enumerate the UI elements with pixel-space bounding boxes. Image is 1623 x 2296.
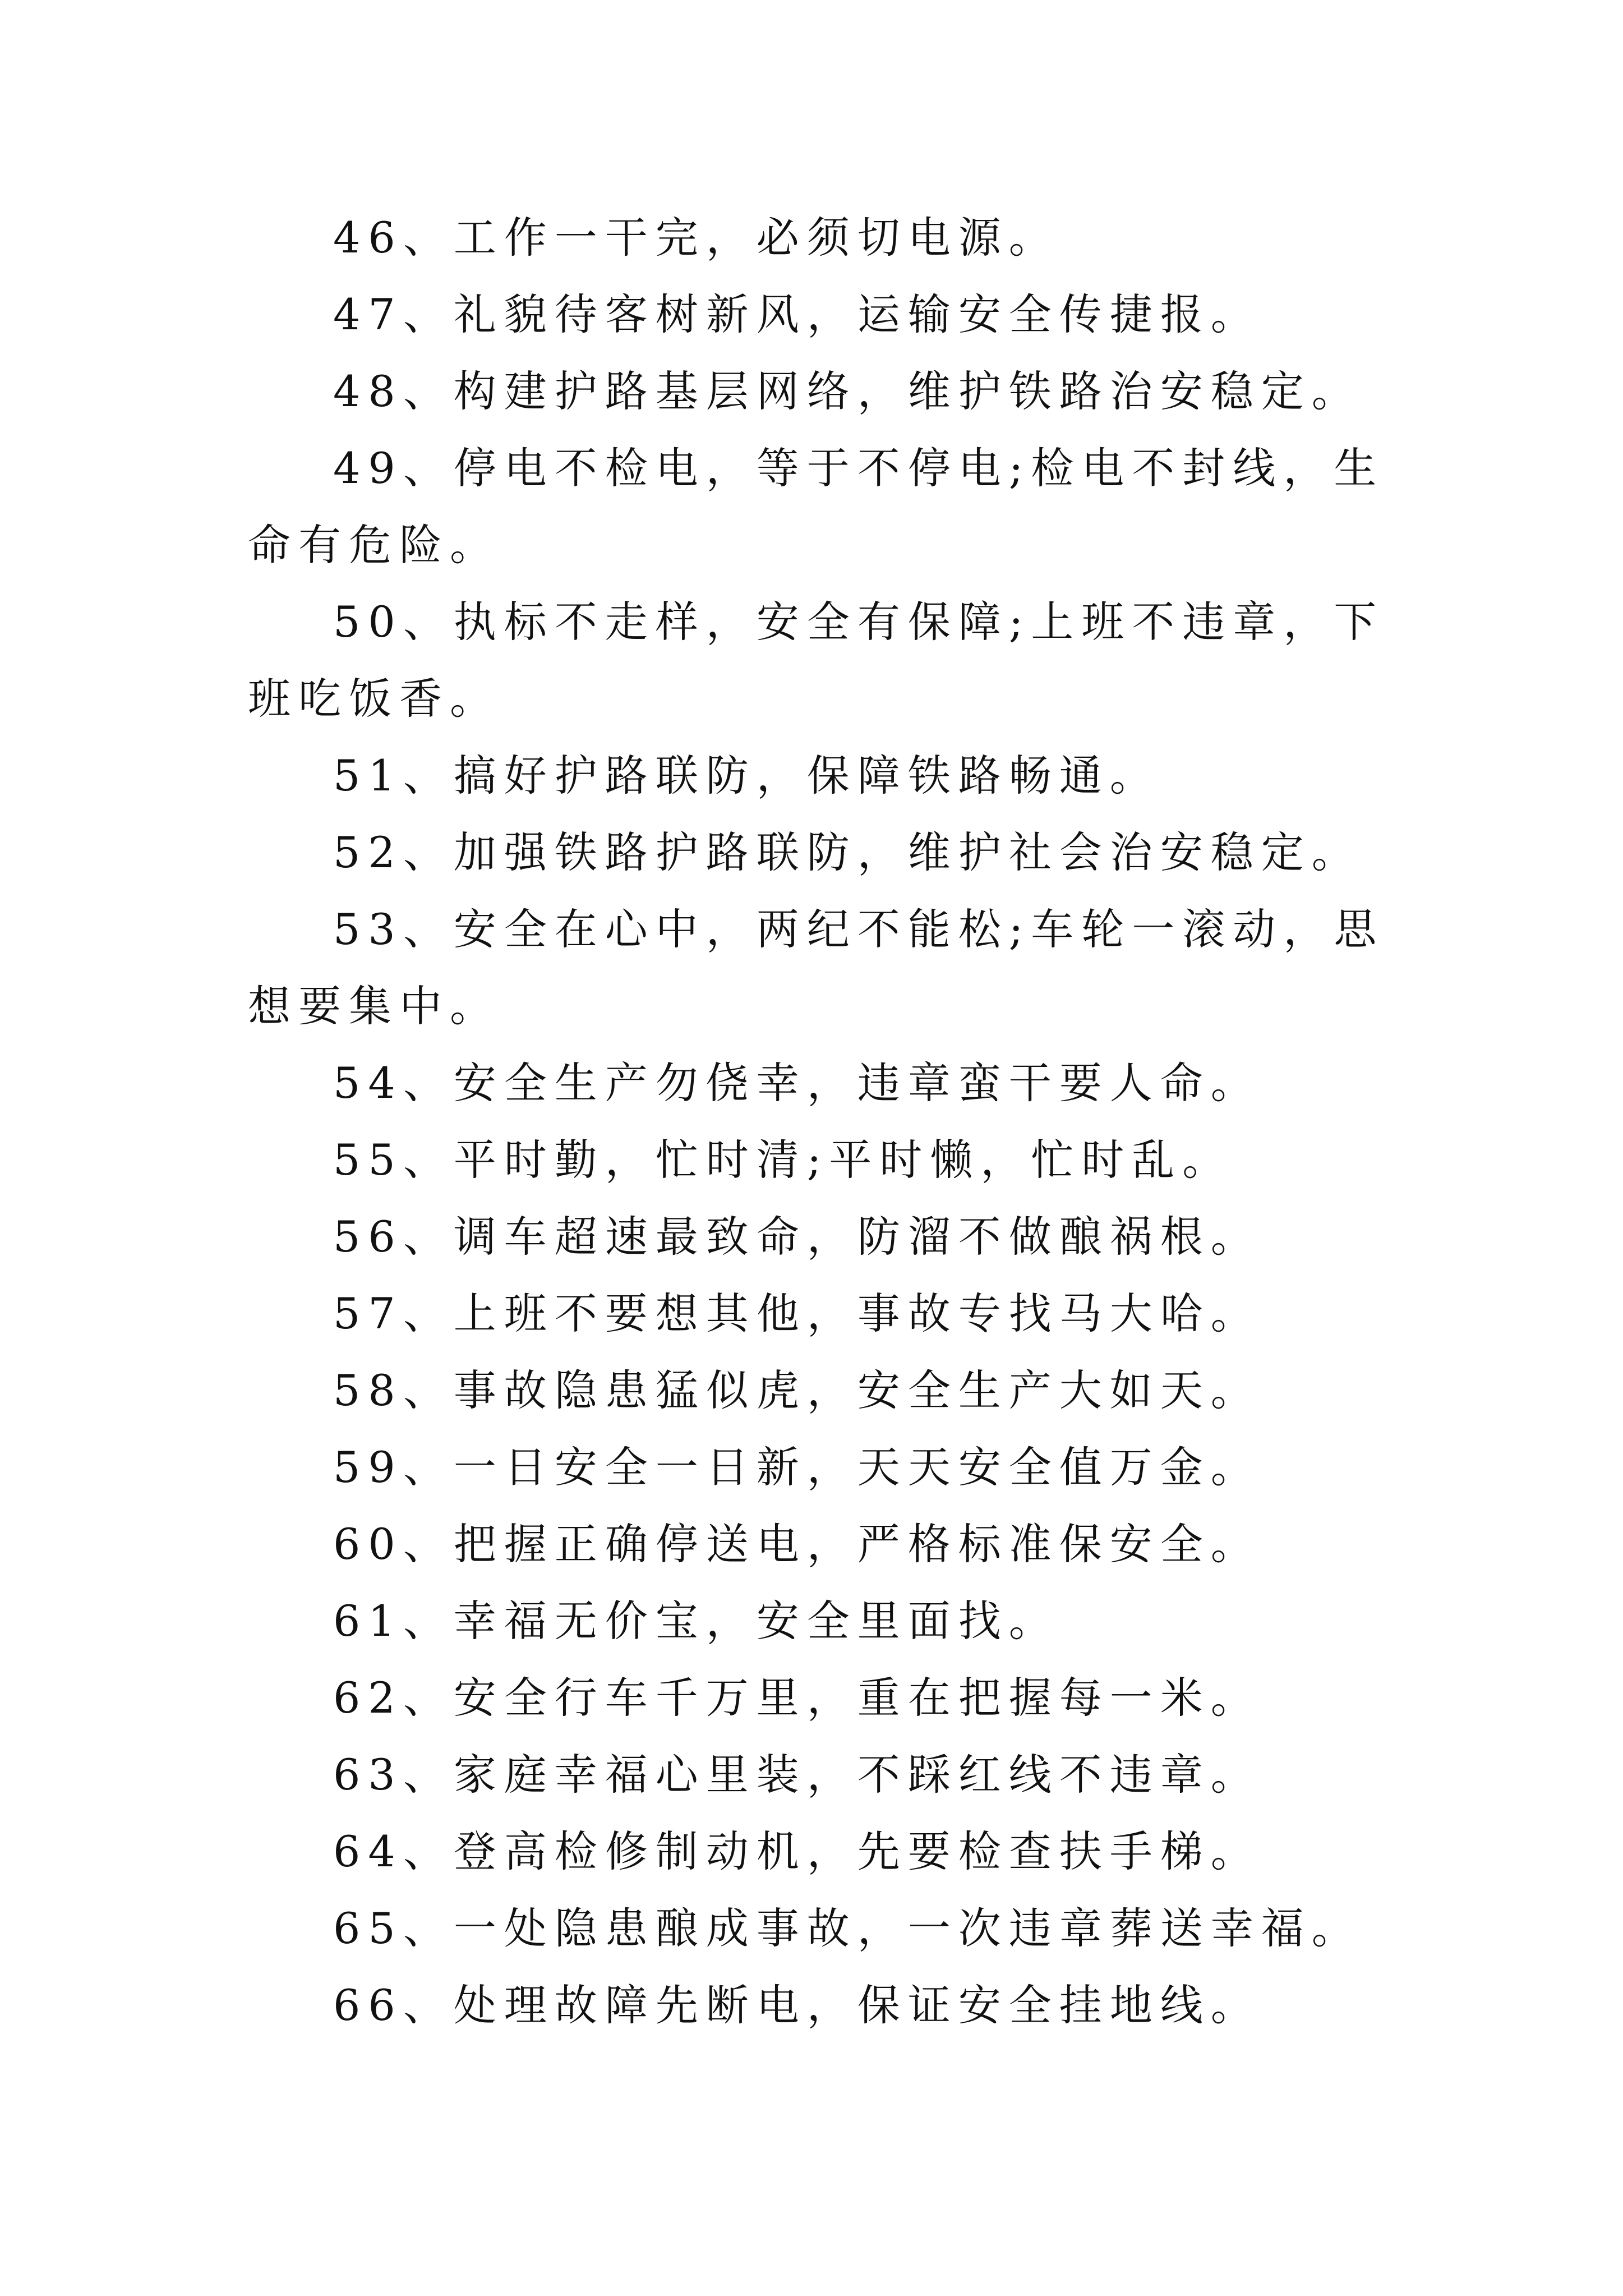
- slogan-63: 63、家庭幸福心里装，不踩红线不违章。: [333, 1750, 1261, 1800]
- slogan-64: 64、登高检修制动机，先要检查扶手梯。: [333, 1826, 1261, 1876]
- slogan-54: 54、安全生产勿侥幸，违章蛮干要人命。: [333, 1058, 1261, 1108]
- slogan-48: 48、构建护路基层网络，维护铁路治安稳定。: [333, 366, 1362, 416]
- slogan-46: 46、工作一干完，必须切电源。: [333, 213, 1059, 263]
- slogan-50: 50、执标不走样，安全有保障;上班不违章，下班吃饭香。: [248, 597, 1385, 724]
- slogan-61: 61、幸福无价宝，安全里面找。: [333, 1596, 1059, 1646]
- slogan-62: 62、安全行车千万里，重在把握每一米。: [333, 1673, 1261, 1723]
- slogan-59: 59、一日安全一日新，天天安全值万金。: [333, 1442, 1261, 1492]
- slogan-60: 60、把握正确停送电，严格标准保安全。: [333, 1519, 1261, 1569]
- slogan-47: 47、礼貌待客树新风，运输安全传捷报。: [333, 289, 1261, 339]
- slogan-51: 51、搞好护路联防，保障铁路畅通。: [333, 751, 1160, 800]
- slogan-49: 49、停电不检电，等于不停电;检电不封线，生命有危险。: [248, 443, 1385, 570]
- slogan-65: 65、一处隐患酿成事故，一次违章葬送幸福。: [333, 1903, 1362, 1953]
- slogan-56: 56、调车超速最致命，防溜不做酿祸根。: [333, 1212, 1261, 1262]
- slogan-list: [248, 199, 1386, 2044]
- slogan-58: 58、事故隐患猛似虎，安全生产大如天。: [333, 1365, 1261, 1415]
- slogan-66: 66、处理故障先断电，保证安全挂地线。: [333, 1980, 1261, 2030]
- slogan-57: 57、上班不要想其他，事故专找马大哈。: [333, 1289, 1261, 1338]
- slogan-55: 55、平时勤，忙时清;平时懒，忙时乱。: [333, 1135, 1233, 1185]
- slogan-52: 52、加强铁路护路联防，维护社会治安稳定。: [333, 827, 1362, 877]
- slogan-53: 53、安全在心中，两纪不能松;车轮一滚动，思想要集中。: [248, 904, 1385, 1031]
